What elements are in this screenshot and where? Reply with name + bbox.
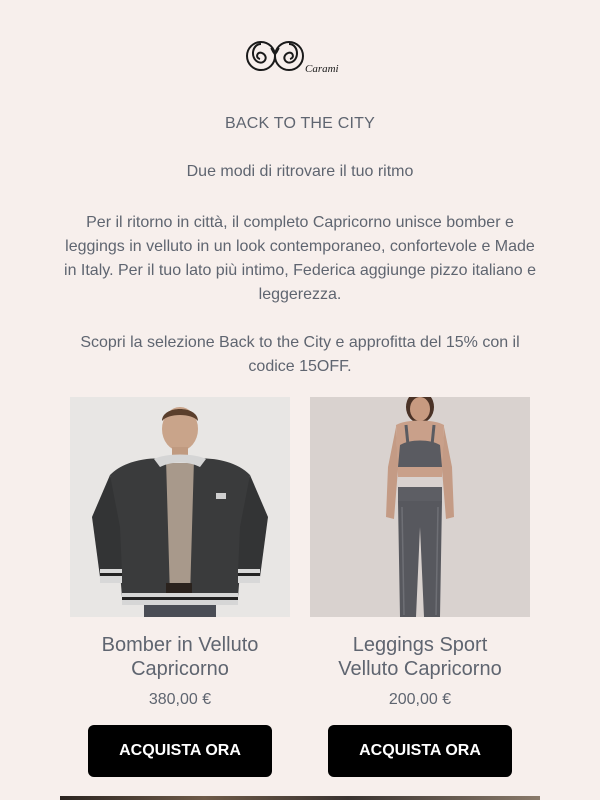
product-card-bomber <box>70 397 290 777</box>
product-price: 380,00 € <box>148 691 212 708</box>
promo-paragraph: Scopri la selezione Back to the City e approfitta del 15% con il codice 15OFF. <box>80 334 520 375</box>
product-image-bomber[interactable] <box>70 397 290 617</box>
subheadline: Due modi di ritrovare il tuo ritmo <box>186 163 414 180</box>
logo-wordmark: Carami <box>305 63 339 75</box>
carami-logo-icon <box>245 38 355 78</box>
next-section-image-edge <box>60 796 540 800</box>
buy-now-button[interactable]: ACQUISTA ORA <box>328 725 512 777</box>
product-name[interactable]: Leggings Sport Velluto Capricorno <box>338 634 502 680</box>
product-name[interactable]: Bomber in Velluto Capricorno <box>101 634 259 680</box>
product-image-leggings[interactable] <box>310 397 530 617</box>
headline: BACK TO THE CITY <box>225 115 375 132</box>
buy-now-button[interactable]: ACQUISTA ORA <box>88 725 272 777</box>
brand-logo[interactable] <box>0 38 600 78</box>
body-paragraph: Per il ritorno in città, il completo Capricorno unisce bomber e leggings in velluto in un look contemporaneo, confortevole e Made in Italy. Per il tuo lato più intimo, Federica aggiunge pizzo italiano e leggerezza. <box>64 214 536 303</box>
product-card-leggings <box>310 397 530 777</box>
product-price: 200,00 € <box>388 691 452 708</box>
